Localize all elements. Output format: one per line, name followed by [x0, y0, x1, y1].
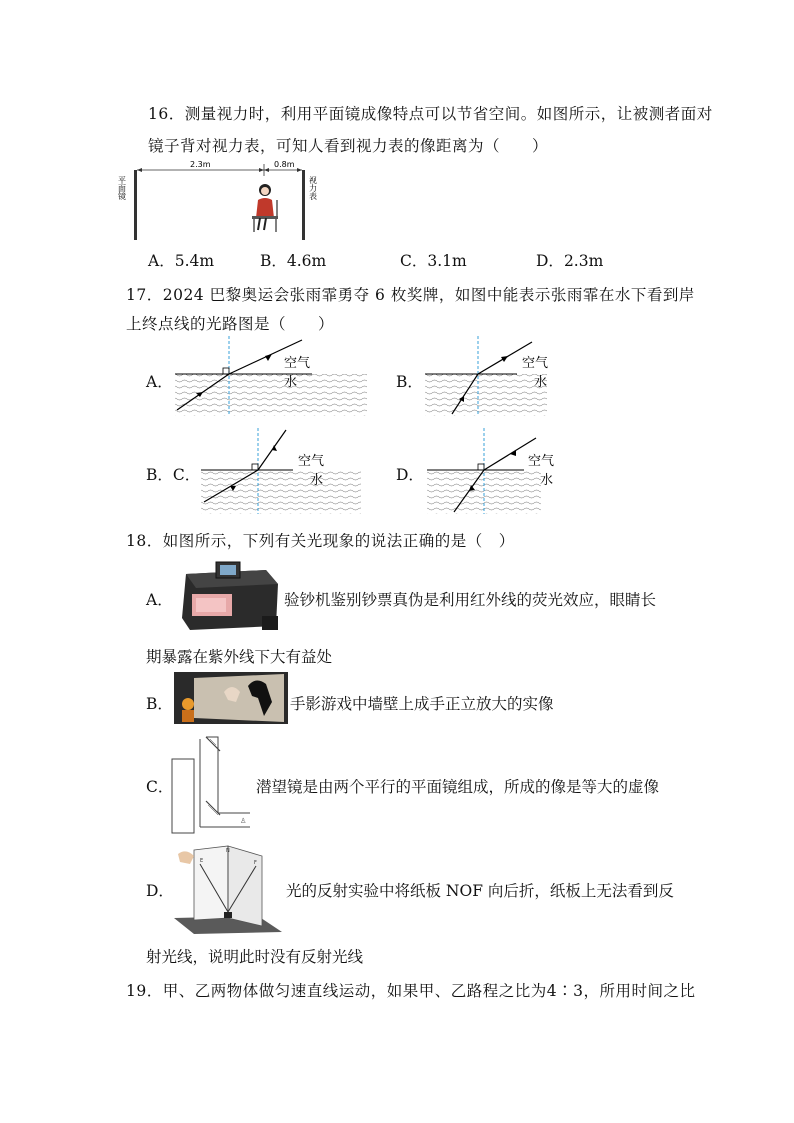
- q17-a-air: 空气: [284, 356, 311, 371]
- q18-option-b-text: 手影游戏中墙壁上成手正立放大的实像: [290, 695, 554, 713]
- q17-d-air: 空气: [528, 454, 555, 469]
- q17-c-air: 空气: [298, 454, 325, 469]
- q16-figure: [117, 160, 335, 242]
- q16-option-b: B．4.6m: [260, 252, 327, 270]
- q16-line2: 镜子背对视力表，可知人看到视力表的像距离为（ ）: [148, 137, 549, 155]
- q18-option-a-cont: 期暴露在紫外线下大有益处: [146, 648, 333, 666]
- q18-reflection-experiment-image: [170, 842, 286, 934]
- q18-option-d-cont: 射光线，说明此时没有反射光线: [146, 948, 364, 966]
- q17-option-d-label: D．: [396, 466, 424, 484]
- q17-c-water: 水: [310, 473, 324, 488]
- q18-option-d-text: 光的反射实验中将纸板 NOF 向后折，纸板上无法看到反: [286, 882, 674, 900]
- q18-option-c-text: 潜望镜是由两个平行的平面镜组成，所成的像是等大的虚像: [256, 778, 660, 796]
- svg-text:♙: ♙: [240, 817, 247, 825]
- q18-option-d-label: D．: [146, 882, 174, 900]
- q16-option-d: D．2.3m: [536, 252, 604, 270]
- q16-option-c: C．3.1m: [400, 252, 467, 270]
- q18-option-a-text: 验钞机鉴别钞票真伪是利用红外线的荧光效应，眼睛长: [284, 591, 657, 609]
- q16-line1: 16．测量视力时，利用平面镜成像特点可以节省空间。如图所示，让被测者面对: [148, 105, 713, 123]
- q17-diagram-b: [422, 336, 622, 418]
- q16-option-a: A．5.4m: [148, 252, 215, 270]
- q18-option-c-label: C．: [146, 778, 174, 796]
- svg-text:E: E: [200, 858, 204, 864]
- q18-bill-counter-image: [178, 560, 282, 634]
- q18-option-b-label: B．: [146, 695, 173, 713]
- q17-line2: 上终点线的光路图是（ ）: [126, 315, 335, 333]
- q16-mirror-label: 平面镜: [117, 176, 127, 200]
- q18-hand-shadow-image: [174, 672, 288, 724]
- q17-diagram-a: [172, 336, 372, 418]
- q16-dist-left: 2.3m: [190, 160, 211, 169]
- q18-line1: 18．如图所示，下列有关光现象的说法正确的是（ ）: [126, 532, 515, 550]
- q17-a-water: 水: [284, 375, 298, 390]
- q17-option-a-label: A．: [146, 373, 173, 391]
- svg-text:F: F: [254, 860, 257, 866]
- svg-text:N: N: [226, 848, 230, 854]
- q17-b-water: 水: [534, 375, 548, 390]
- q17-d-water: 水: [540, 473, 554, 488]
- q18-periscope-image: [170, 733, 254, 835]
- q17-b-air: 空气: [522, 356, 549, 371]
- q16-chart-label: 视力表: [308, 176, 318, 200]
- q17-diagram-c: [198, 428, 378, 518]
- q17-line1: 17．2024 巴黎奥运会张雨霏勇夺 6 枚奖牌，如图中能表示张雨霏在水下看到岸: [126, 286, 695, 304]
- q17-option-b-label: B．: [396, 373, 423, 391]
- q18-option-a-label: A．: [146, 591, 173, 609]
- q17-option-c-label: B．C．: [146, 466, 201, 484]
- q19-line1: 19．甲、乙两物体做匀速直线运动，如果甲、乙路程之比为4∶3，所用时间之比: [126, 982, 696, 1000]
- q17-diagram-d: [424, 428, 614, 518]
- q16-dist-right: 0.8m: [274, 160, 295, 169]
